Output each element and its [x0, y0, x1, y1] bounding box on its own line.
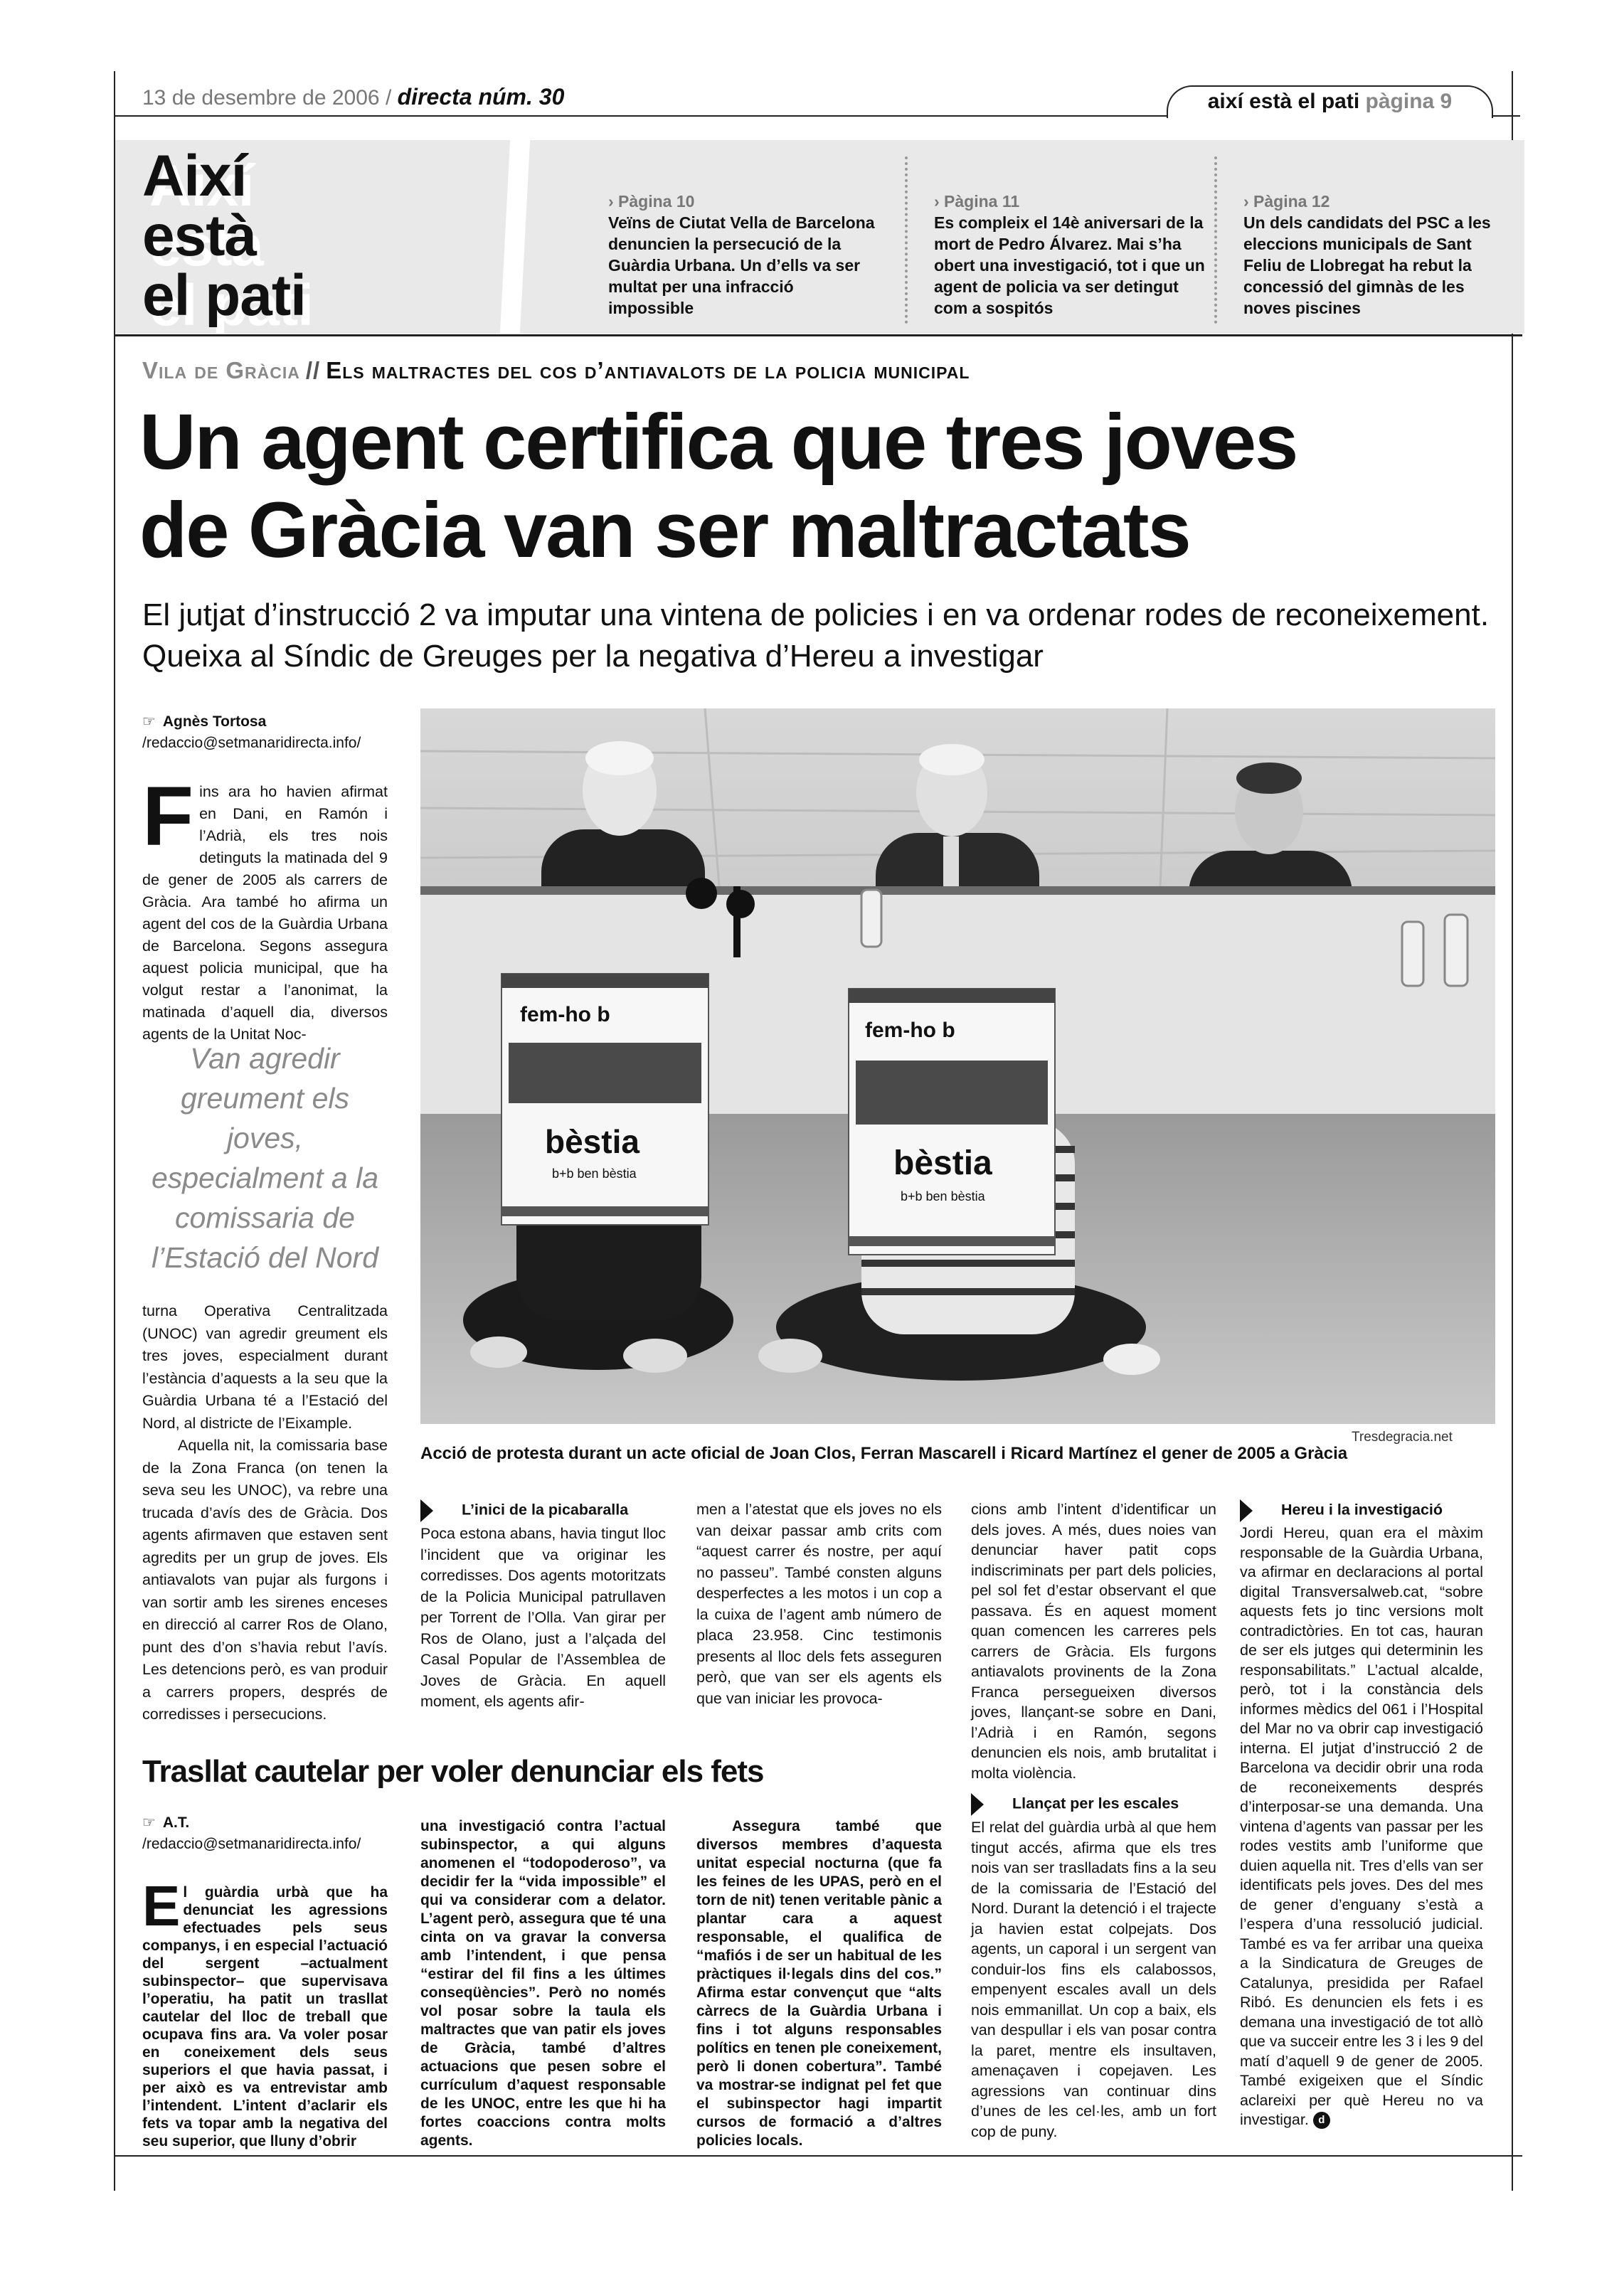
article-paragraph: Aquella nit, la comissaria base de la Zona Franca (on tenen la seva seu les UNOC), va rebre una trucada d’avís des de Gràcia. Dos agents afirmaven que estaven sent agredits per un grup de joves. Els antiavalots van pujar als furgons i van sortir amb les sirenes enceses en direcció al carrer Ros de Olano, punt des d’on s’havia rebut l’avís. Les detencions però, es van produir a carrers propers, després de corredisses i persecucions.: [142, 1437, 388, 1723]
teaser-page-12[interactable]: [1243, 191, 1507, 319]
kicker-separator: //: [305, 357, 321, 383]
headline-line: Un agent certifica que tres joves: [139, 398, 1297, 486]
page-header: [142, 84, 564, 110]
article-column-1-bottom: [142, 1300, 388, 1726]
teaser-page-label: › Pàgina 11: [934, 192, 1020, 211]
subhead: [1240, 1499, 1483, 1522]
end-of-article-logo-icon: d: [1313, 2112, 1330, 2129]
teaser-divider: [1214, 156, 1217, 324]
pointing-hand-icon: ☞: [142, 1814, 156, 1831]
teaser-page-11[interactable]: [934, 191, 1208, 319]
author-name: Agnès Tortosa: [162, 713, 267, 730]
section-name: així està el pati: [1207, 90, 1360, 113]
page-number: pàgina 9: [1365, 90, 1453, 113]
article-paragraph: l guàrdia urbà que ha denunciat les agressions efectuades pels seus companys, i en especial l’actuació del sergent –actualment subinspector– que supervisava l’operatiu, ha patit un trasllat cautelar del lloc de treball que ocupava fins ara. Va voler posar en coneixement dels seus superiors el que havia passat, i per això es va entrevistar amb l’intendent. L’intent d’aclarir els fets va topar amb la negativa del seu superior, que lluny d’obrir: [142, 1884, 388, 2149]
article-column-3: [696, 1499, 942, 1709]
placard-main-text: bèstia: [545, 1123, 639, 1160]
article-paragraph: Assegura també que diversos membres d’aquesta unitat especial nocturna (que fa les feines de les UPAS, però en el torn de nit) tenen veritable pànic a plantar cara a aquest responsable, el qualifica de “mafiós i de ser un habitual de les pràctiques il·legals dins del cos.” Afirma estar convençut que “alts càrrecs de la Guàrdia Urbana i fins i tot alguns responsables polítics en tenen ple coneixement, però li donen cobertura”. També va mostrar-se indignat pel fet que el subinspector hagi impartit cursos de formació a d’altres policies locals.: [696, 1818, 942, 2149]
drop-cap: E: [142, 1874, 181, 1938]
photo-caption: Acció de protesta durant un acte oficial de Joan Clos, Ferran Mascarell i Ricard Martínez el gener de 2005 a Gràcia: [420, 1444, 1348, 1463]
author-email[interactable]: /redaccio@setmanaridirecta.info/: [142, 735, 361, 751]
article-paragraph: El relat del guàrdia urbà al que hem tingut accés, afirma que els tres nois van ser traslladats fins a la seu de la comissaria de l’Estació del Nord. Durant la detenció i el trajecte ja havien estat colpejats. Dos agents, un caporal i un sergent van conduir-los fins els calabossos, empenyent escales avall un dels nois emmanillat. Un cop a baix, els van despullar i els van posar contra la paret, mentre els insultaven, amenaçaven i copejaven. Les agressions van continuar dins d’unes de les cel·les, amb un fort cop de puny.: [971, 1819, 1216, 2140]
sidebar-column-2: [420, 1817, 666, 2150]
placard-main-text: bèstia: [893, 1144, 992, 1182]
news-photo: [420, 708, 1495, 1424]
article-column-1-top: [142, 770, 388, 1046]
left-margin-rule: [114, 71, 115, 2191]
kicker-topic: Els maltractes del cos d’antiavalots de la policia municipal: [326, 357, 970, 383]
teaser-text: Un dels candidats del PSC a les eleccions municipals de Sant Feliu de Llobregat ha rebut la concessió del gimnàs de les noves piscines: [1243, 213, 1491, 317]
headline-line: de Gràcia van ser maltractats: [139, 487, 1190, 574]
placard-top-text: fem-ho b: [520, 1003, 610, 1026]
subhead: [420, 1499, 666, 1522]
footer-rule: [114, 2155, 1522, 2157]
article-paragraph: turna Operativa Centralitzada (UNOC) van agredir greument els tres joves, especialment durant l’estància d’aquests a la seu que la Guàrdia Urbana té a l’Estació del Nord, al districte de l’Eixample.: [142, 1302, 388, 1432]
table-edge: [420, 886, 1495, 895]
section-title: [142, 144, 306, 328]
section-box-rule: [114, 334, 1522, 336]
placard-top-text: fem-ho b: [865, 1019, 955, 1042]
teaser-text: Es compleix el 14è aniversari de la mort de Pedro Álvarez. Mai s’ha obert una investigació, tot i que un agent de policia va ser detingut com a sospitós: [934, 213, 1205, 317]
author-name: A.T.: [162, 1814, 190, 1831]
subtitle: El jutjat d’instrucció 2 va imputar una vintena de policies i en va ordenar rodes de reconeixement. Queixa al Síndic de Greuges per la negativa d’Hereu a investigar: [142, 597, 1490, 674]
placard-small-text: b+b ben bèstia: [552, 1166, 637, 1181]
kicker-place: Vila de Gràcia: [142, 357, 300, 383]
section-title-line: Així: [142, 144, 247, 208]
article-column-4: [971, 1499, 1216, 2142]
pull-quote: Van agredir greument els joves, especialment a la comissaria de l’Estació del Nord: [151, 1042, 379, 1274]
photo-credit: Tresdegracia.net: [1352, 1430, 1453, 1445]
kicker: [142, 357, 970, 384]
section-title-line: està: [142, 203, 257, 268]
article-column-5: [1240, 1499, 1483, 2130]
article-paragraph: Poca estona abans, havia tingut lloc l’incident que va originar les corredisses. Dos agents motoritzats de la Policia Municipal patrullaven per Torrent de l’Olla. Van girar per Ros de Olano, just a l’alçada del Casal Popular de l’Assemblea de Joves de Gràcia. En aquell moment, els agents afir-: [420, 1525, 666, 1710]
section-title-line: el pati: [142, 263, 306, 328]
triangle-bullet-icon: [971, 1793, 984, 1816]
protest-photo-illustration: [420, 708, 1495, 1424]
article-paragraph-text: Jordi Hereu, quan era el màxim responsable de la Guàrdia Urbana, va afirmar en declaracions al portal digital Transversalweb.cat, “sobre aquests fets jo tinc versions molt contradictòries. En tot cas, hauran de ser els jutges qui determinin les responsabilitats.” L’actual alcalde, però, tot i la constància dels informes mèdics del 061 i l’Hospital del Mar no va obrir cap investigació interna. El jutjat d’instrucció 2 de Barcelona va decidir obrir una roda de reconeixements després d’interposar-se una demanda. Una vintena d’agents van passar per les rodes vestits amb l’uniforme que duien aquella nit. Tres d’ells van ser identificats pels joves. Des del mes de gener d’enguany s’està a l’espera d’una ressolució judicial. També es va fer arribar una queixa a la Sindicatura de Greuges de Catalunya, presidida per Rafael Ribó. Es denuncien els fets i es demana una investigació de tot allò que va succeir entre les 3 i les 9 del matí d’aquell 9 de gener de 2005. També exigeixen que el Síndic aclareixi per què Hereu no va investigar.: [1240, 1524, 1483, 2128]
sidebar-column-1: [142, 1874, 388, 2150]
triangle-bullet-icon: [420, 1499, 433, 1522]
drop-cap: F: [142, 770, 194, 863]
teaser-text: Veïns de Ciutat Vella de Barcelona denuncien la persecució de la Guàrdia Urbana. Un d’ells va ser multat per una infracció impossible: [608, 213, 875, 317]
header-separator: /: [385, 86, 392, 110]
article-paragraph: cions amb l’intent d’identificar un dels joves. A més, dues noies van denunciar haver patit cops indiscriminats per part dels policies, pel sol fet d’estar observant el que passava. És en aquest moment quan comencen les carreres pels carrers de Gràcia. Els furgons antiavalots provinents de la Zona Franca persegueixen diversos joves, llançant-se sobre en Dani, l’Adrià i en Ramón, segons denuncien els nois, amb brutalitat i molta violència.: [971, 1501, 1216, 1782]
issue-number: directa núm. 30: [397, 84, 565, 110]
subhead-text: L’inici de la picabaralla: [462, 1501, 629, 1519]
sidebar-byline: [142, 1812, 361, 1855]
headline: [139, 398, 1527, 575]
sidebar-column-3: [696, 1817, 942, 2150]
placard-small-text: b+b ben bèstia: [901, 1189, 985, 1203]
subhead: [971, 1793, 1216, 1816]
article-paragraph: men a l’atestat que els joves no els van deixar passar amb crits com “aquest carrer és nostre, per aquí no passeu”. També consten alguns desperfectes a les motos i un cop a la cuixa de l’agent amb número de placa 23.958. Cinc testimonis presents al lloc dels fets asseguren però, que van ser els agents els que van iniciar les provoca-: [696, 1501, 942, 1707]
author-email[interactable]: /redaccio@setmanaridirecta.info/: [142, 1836, 361, 1852]
teaser-page-10[interactable]: [608, 191, 882, 319]
article-paragraph: una investigació contra l’actual subinspector, a qui alguns anomenen el “todopoderoso”, va decidir fer la “vida impossible” el qui va considerar com a delator. L’agent però, assegura que té una cinta on va gravar la conversa amb l’intendent, i que pensa “estirar del fil fins a les últimes conseqüències”. Però no només vol posar sobre la taula els maltractes que van patir els joves de Gràcia, també d’altres actuacions que pesen sobre el currículum d’aquest responsable de les UNOC, entre les que hi ha fortes coaccions contra molts agents.: [420, 1818, 666, 2149]
teaser-page-label: › Pàgina 12: [1243, 192, 1330, 211]
article-column-2: [420, 1499, 666, 1713]
pointing-hand-icon: ☞: [142, 713, 156, 730]
right-margin-rule: [1512, 71, 1513, 2191]
issue-date: 13 de desembre de 2006: [142, 86, 380, 110]
triangle-bullet-icon: [1240, 1499, 1253, 1522]
sidebar-headline: Trasllat cautelar per voler denunciar els fets: [142, 1754, 764, 1789]
subhead-text: Llançat per les escales: [1012, 1795, 1179, 1812]
header-rule-right: [1492, 115, 1520, 117]
teaser-page-label: › Pàgina 10: [608, 192, 695, 211]
section-tab: [1167, 85, 1493, 118]
subhead-text: Hereu i la investigació: [1281, 1501, 1443, 1519]
teaser-divider: [905, 156, 908, 324]
byline: [142, 711, 361, 754]
article-paragraph: ins ara ho havien afirmat en Dani, en Ramón i l’Adrià, els tres nois detinguts la matinada del 9 de gener de 2005 als carrers de Gràcia. Ara també ho afirma un agent del cos de la Guàrdia Urbana de Barcelona. Segons assegura aquest policia municipal, que ha volgut restar a l’anonimat, la matinada d’aquell dia, diversos agents de la Unitat Noc-: [142, 783, 388, 1043]
article-paragraph: [1240, 1524, 1483, 2130]
header-rule: [114, 115, 1167, 117]
